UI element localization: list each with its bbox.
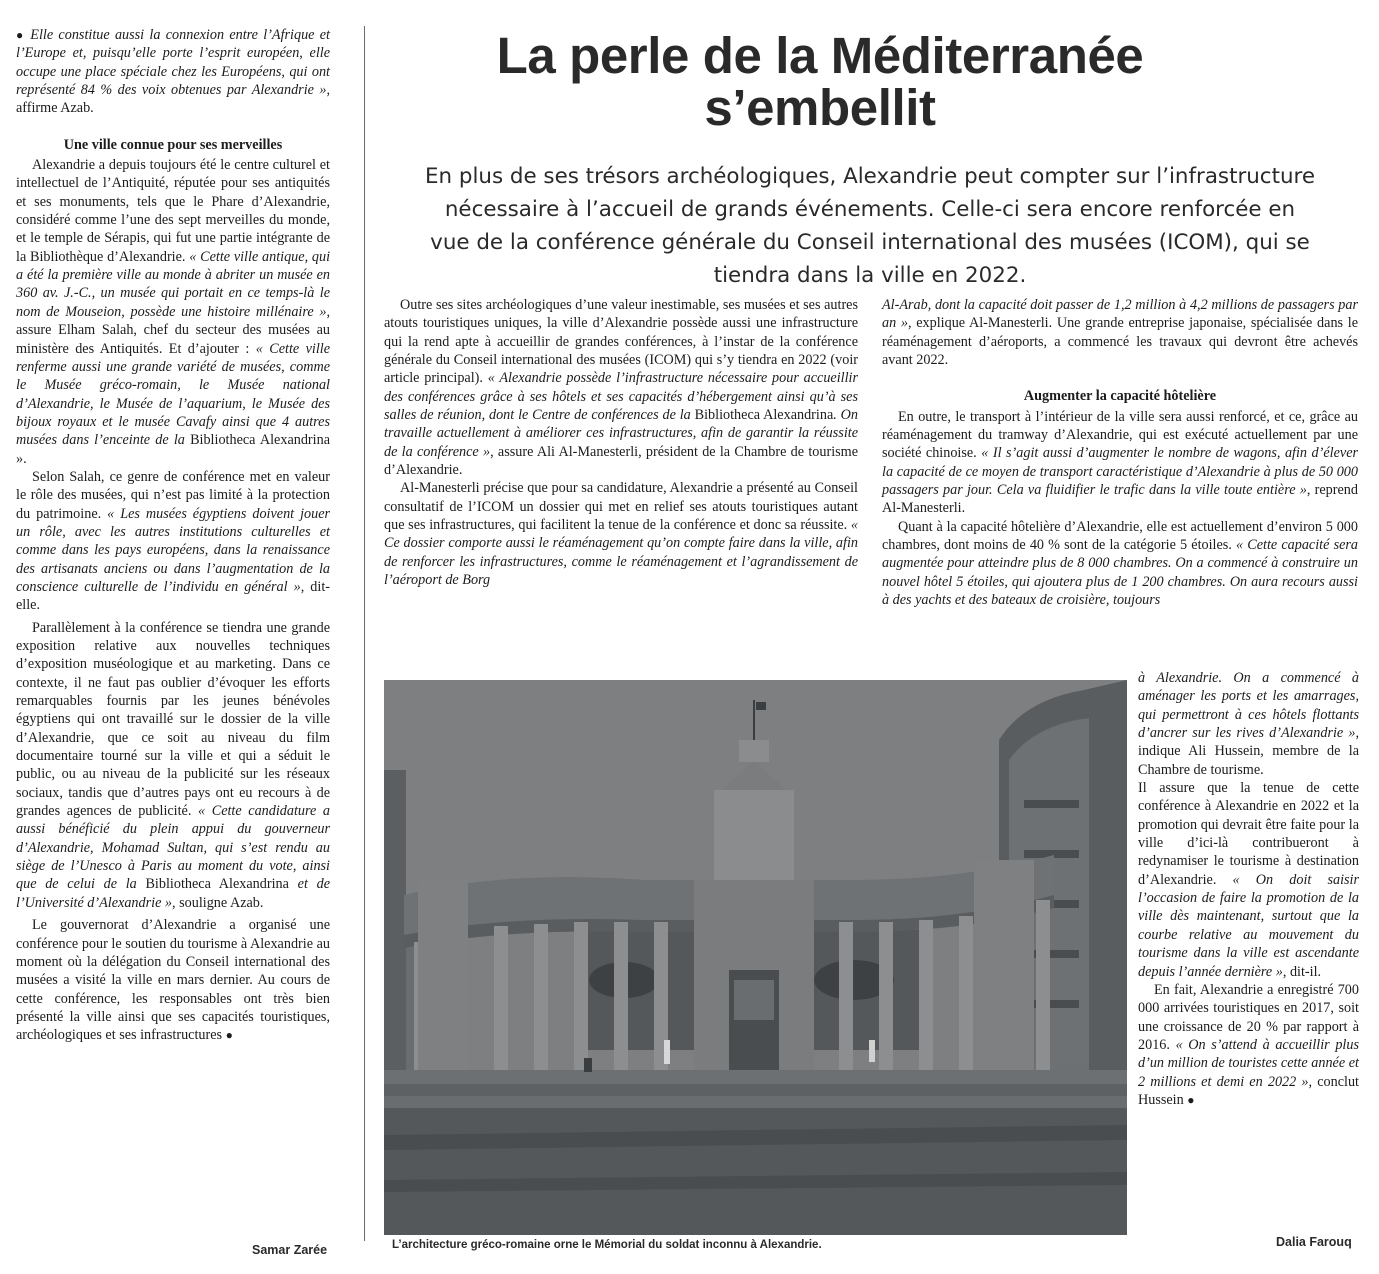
col1-attribution: , affirme Azab.	[16, 82, 330, 117]
text: Il assure que la tenue de cette conférence à Alexandrie en 2022 et la promotion qui devrait être faite pour la ville d’ici-là contribueront à redynamiser le tourisme à destination d’Alexandrie.	[1138, 780, 1359, 888]
col1-quote: Elle constitue aussi la connexion entre l’Afrique et l’Europe et, puisqu’elle porte l’esprit européen, elle occupe une place spéciale chez les Européens, qui ont représenté 84 % des voix obtenues par Alexandrie »	[16, 27, 331, 99]
colonnade-illustration	[384, 680, 1127, 1235]
end-bullet-icon: ●	[1187, 1092, 1195, 1107]
quote: à Alexandrie. On a commencé à aménager les ports et les amarrages, qui permettront à ces hôtels flottants d’ancrer sur les rives d’Alexandrie »	[1138, 670, 1359, 742]
col1-paragraph-4	[16, 619, 330, 913]
quote: « Il s’agit aussi d’augmenter le nombre de wagons, afin d’élever la capacité de ce moyen de transport caractéristique d’Alexandrie à plus de 50 000 passagers par jour. Cela va fluidifier le trafic dans la ville toute entière »	[882, 445, 1359, 499]
headline	[400, 27, 1240, 136]
quote: « Cette ville renferme aussi une grande variété de musées, comme le Musée gréco-romain, le Musée national d’Alexandrie, le Musée de l’aquarium, le Musée des bijoux royaux et le musée Cavafy ainsi que 4 autres musées dans l’enceinte de la	[16, 340, 331, 449]
quote: « On doit saisir l’occasion de faire la promotion de la ville dès maintenant, surtout que la courbe relative au mouvement du tourisme dans la ville est ascendante depuis l’année dernière »	[1138, 871, 1360, 980]
col3b-paragraph-3	[1138, 981, 1359, 1109]
quote: Al-Arab, dont la capacité doit passer de 1,2 million à 4,2 millions de passagers par an »	[882, 297, 1358, 332]
headline-line-1: La perle de la Méditerranée	[496, 27, 1144, 84]
text: , assure Elham Salah, chef du secteur des musées au ministère des Antiquités. Et d’ajouter :	[16, 303, 330, 357]
text: Al-Manesterli précise que pour sa candidature, Alexandrie a présenté au Conseil consultatif de l’ICOM un dossier qui met en relief ses atouts touristiques autant que ses infrastructures, qui facilitent la tenue de la conférence et donc sa réussite.	[384, 480, 858, 534]
col3-subheading: Augmenter la capacité hôtelière	[1023, 388, 1217, 405]
col2-paragraph-2	[384, 479, 858, 589]
text: ».	[16, 450, 27, 467]
col2-paragraph-1	[384, 296, 858, 479]
text: , assure Ali Al-Manesterli, président de la Chambre de tourisme d’Alexandrie.	[384, 443, 858, 479]
col1-paragraph-2	[16, 156, 330, 468]
middle-column	[384, 296, 858, 590]
text: En fait, Alexandrie a enregistré 700 000 arrivées touristiques en 2017, soit une croissance de 20 % par rapport à 2016.	[1138, 981, 1359, 1053]
quote: « On s’attend à accueillir plus d’un million de touristes cette année et 2 millions et demi en 2022 »	[1138, 1036, 1359, 1090]
quote: . On travaille actuellement à améliorer ces infrastructures, afin de garantir la réussite de la conférence »	[384, 407, 859, 460]
photo-caption: L’architecture gréco-romaine orne le Mémorial du soldat inconnu à Alexandrie.	[392, 1239, 822, 1251]
quote: « Cette capacité sera augmentée pour atteindre plus de 8 000 chambres. On a commencé à construire un nouvel hôtel 5 étoiles, qui ajoutera plus de 1 200 chambres. On aura recours aussi à des yachts et des bateaux de croisière, toujours	[882, 537, 1359, 609]
text: , conclut Hussein	[1138, 1073, 1359, 1108]
standfirst-line-1: En plus de ses trésors archéologiques, Alexandrie peut compter sur l’infrastructure	[425, 164, 1315, 189]
text: Alexandrie a depuis toujours été le centre culturel et intellectuel de l’Antiquité, réputée pour ses antiquités et ses monuments, tels que le Phare d’Alexandrie, considéré comme l’une des sept merveilles du monde, et le temple de Sérapis, qui fut une partie intégrante de la Bibliothèque d’Alexandrie.	[16, 157, 330, 265]
quote: « Cette ville antique, qui a été la première ville au monde à abriter un musée en 360 av. J.-C., un musée qui portait en ce temps-là le nom de Mouseion, possède une histoire millénaire »	[16, 248, 331, 320]
text: Parallèlement à la conférence se tiendra une grande exposition relative aux nouvelles techniques d’exposition muséologique et au marketing. Dans ce contexte, il ne faut pas oublier d’évoquer les efforts remarquables fournis par les jeunes bénévoles égyptiens qui ont travaillé sur le dossier de la ville d’Alexandrie, que ce soit au niveau du film documentaire tourné sur la ville et qui a séduit le public, ou au niveau de la publicité sur les réseaux sociaux, tandis que d’autres pays ont eu recours à de grandes agences de publicité.	[16, 619, 330, 820]
standfirst-line-2: nécessaire à l’accueil de grands événements. Celle-ci sera encore renforcée en	[444, 197, 1296, 222]
author-signature-right: Dalia Farouq	[1276, 1235, 1352, 1249]
text: Selon Salah, ce genre de conférence met en valeur le rôle des musées, qui n’est pas limité à la protection du patrimoine.	[16, 468, 330, 522]
col3b-paragraph-1	[1138, 669, 1359, 779]
text: , reprend Al-Manesterli.	[882, 482, 1358, 517]
right-column-continued	[1138, 669, 1359, 1109]
text: Bibliotheca Alexandrina	[145, 876, 289, 893]
standfirst-line-4: tiendra dans la ville en 2022.	[713, 263, 1027, 288]
text: , indique Ali Hussein, membre de la Chambre de tourisme.	[1138, 725, 1359, 778]
author-signature-left: Samar Zarée	[252, 1243, 328, 1257]
quote: « Ce dossier comporte aussi le réaménagement qu’on compte faire dans la ville, afin de renforcer les infrastructures, comme le réaménagement et l’agrandissement de l’aéroport de Borg	[384, 517, 859, 589]
column-divider	[364, 26, 365, 1241]
text: , explique Al-Manesterli. Une grande entreprise japonaise, spécialisée dans le réaménagement d’aéroports, a commencé les travaux qui devront être achevés avant 2022.	[882, 315, 1359, 369]
text: Outre ses sites archéologiques d’une valeur inestimable, ses musées et ses autres atouts touristiques uniques, la ville d’Alexandrie possède aussi une infrastructure qui la rend apte à accueillir de grandes conférences, à l’instar de la conférence générale du Conseil international des musées (ICOM) qui s’y tiendra en 2022 (voir article principal).	[384, 297, 858, 387]
quote: « Alexandrie possède l’infrastructure nécessaire pour accueillir des conférences grâce à ses hôtels et ses capacités d’hébergement ainsi qu’à ses salles de réunion, dont le Centre de conférences de la	[384, 370, 858, 424]
col3-paragraph-2	[882, 408, 1358, 518]
quote: « Les musées égyptiens doivent jouer un rôle, avec les autres institutions culturelles et comme dans les pays européens, dans la renaissance des artisanats anciens ou dans l’augmentation de la conscience culturelle de l’individu en général »	[16, 505, 331, 595]
text: Le gouvernorat d’Alexandrie a organisé une conférence pour le soutien du tourisme à Alexandrie au moment où la délégation du Conseil international des musées a visité la ville en mars dernier. Au cours de cette conférence, les responsables ont très bien présenté la ville ainsi que ses capacités touristiques, archéologiques et ses infrastructures	[16, 917, 330, 1044]
text: , dit-elle.	[16, 578, 330, 614]
col1-subheading: Une ville connue pour ses merveilles	[63, 136, 283, 153]
col3-paragraph-3	[882, 518, 1358, 610]
text: , dit-il.	[1282, 963, 1322, 980]
text: Bibliotheca Alexandrina	[694, 407, 834, 424]
quote: « Cette candidature a aussi bénéficié du plein appui du gouverneur d’Alexandrie, Mohamad Sultan, qui s’est rendu au siège de l’Unesco à Paris au moment du vote, ainsi que de celui de la	[16, 803, 331, 893]
right-column	[882, 296, 1358, 610]
col3b-paragraph-2	[1138, 779, 1359, 981]
standfirst-line-3: vue de la conférence générale du Conseil international des musées (ICOM), qui se	[430, 230, 1310, 255]
memorial-photo	[384, 680, 1127, 1235]
col3-paragraph-1	[882, 296, 1358, 369]
text: Quant à la capacité hôtelière d’Alexandrie, elle est actuellement d’environ 5 000 chambres, dont moins de 40 % sont de la catégorie 5 étoiles.	[882, 518, 1358, 554]
col1-paragraph-3	[16, 468, 330, 615]
text: En outre, le transport à l’intérieur de la ville sera aussi renforcé, et ce, grâce au réaménagement du tramway d’Alexandrie, qui est exécuté actuellement par une société chinoise.	[882, 408, 1358, 462]
end-bullet-icon: ●	[225, 1028, 233, 1043]
col1-paragraph-1	[16, 26, 330, 118]
text: Bibliotheca Alexandrina	[190, 432, 330, 449]
col1-paragraph-5	[16, 916, 330, 1044]
left-column	[16, 26, 330, 1045]
headline-line-2: s’embellit	[704, 79, 936, 136]
quote: et de l’Université d’Alexandrie »	[16, 876, 331, 911]
standfirst	[382, 160, 1358, 292]
bullet-icon: ●	[16, 28, 25, 42]
text: , souligne Azab.	[172, 894, 264, 911]
